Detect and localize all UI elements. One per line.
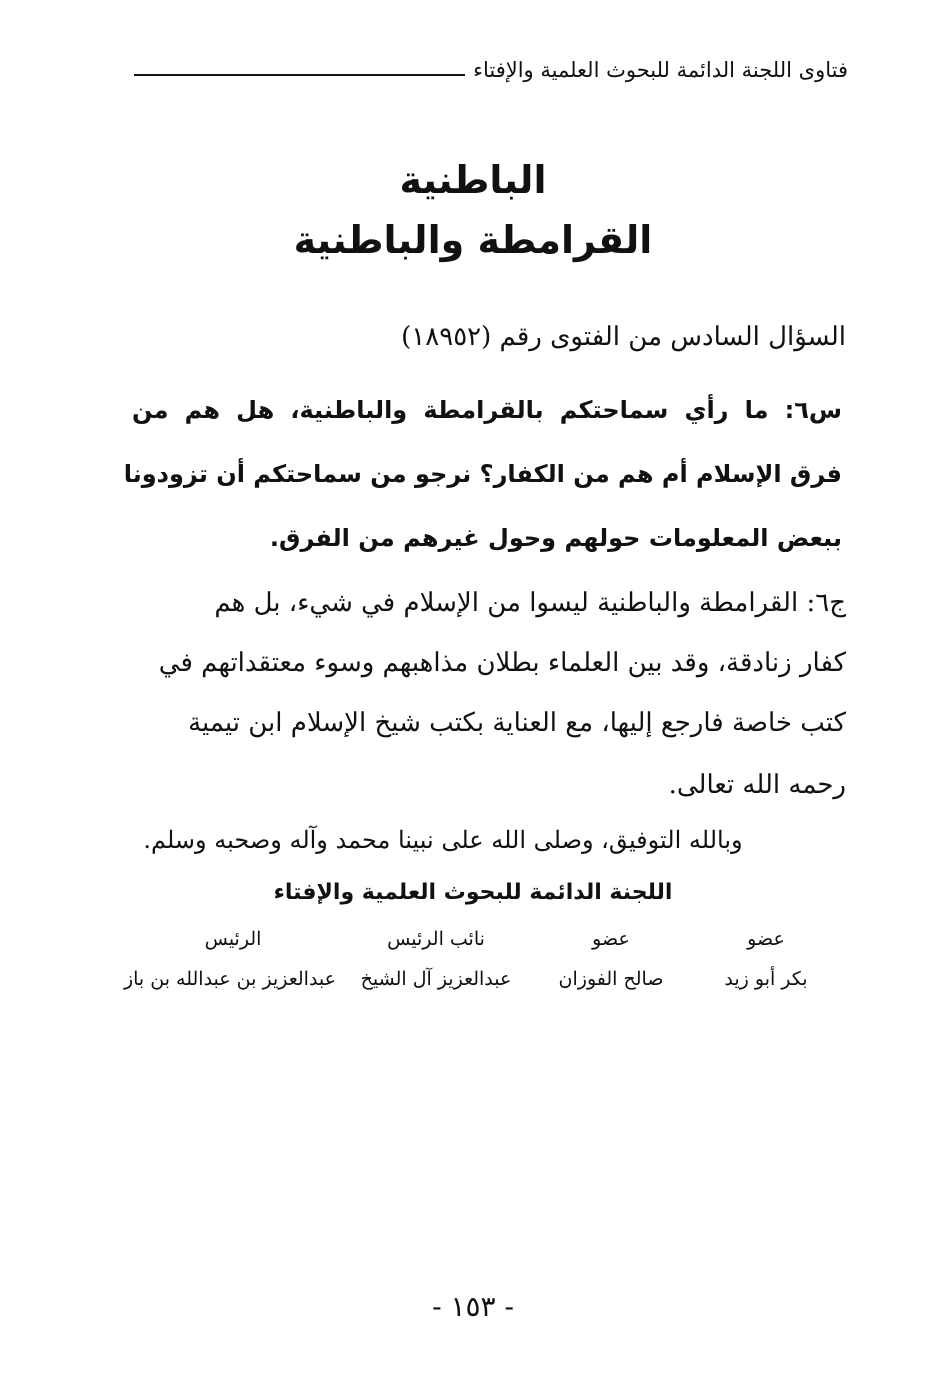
question-line: س٦: ما رأي سماحتكم بالقرامطة والباطنية، هل هم من bbox=[132, 396, 842, 424]
main-title: الباطنية bbox=[399, 158, 547, 202]
header-rule bbox=[134, 74, 465, 76]
committee-name: اللجنة الدائمة للبحوث العلمية والإفتاء bbox=[273, 880, 673, 905]
answer-line: كفار زنادقة، وقد بين العلماء بطلان مذاهبهم وسوء معتقداتهم في bbox=[158, 648, 846, 678]
answer-line: ج٦: القرامطة والباطنية ليسوا من الإسلام في شيء، بل هم bbox=[214, 588, 846, 618]
closing-text: وبالله التوفيق، وصلى الله على نبينا محمد وآله وصحبه وسلم. bbox=[143, 826, 743, 854]
signatory-role: نائب الرئيس bbox=[387, 928, 485, 950]
signatory-role: الرئيس bbox=[204, 928, 262, 950]
signatory-roles bbox=[130, 928, 846, 950]
fatwa-reference: السؤال السادس من الفتوى رقم (١٨٩٥٢) bbox=[401, 322, 846, 352]
signatory-names bbox=[123, 968, 846, 990]
signatory-name: بكر أبو زيد bbox=[724, 968, 808, 990]
question-line: ببعض المعلومات حولهم وحول غيرهم من الفرق. bbox=[269, 524, 842, 552]
signatory-role: عضو bbox=[592, 928, 630, 950]
signatory-name: عبدالعزيز بن عبدالله بن باز bbox=[123, 968, 336, 990]
running-header bbox=[134, 58, 848, 82]
answer-line: رحمه الله تعالى. bbox=[668, 770, 846, 800]
signatory-role: عضو bbox=[747, 928, 785, 950]
page-number: - ١٥٣ - bbox=[432, 1290, 514, 1323]
running-title: فتاوى اللجنة الدائمة للبحوث العلمية والإفتاء bbox=[473, 58, 848, 82]
signatory-name: عبدالعزيز آل الشيخ bbox=[360, 968, 512, 990]
question-line: فرق الإسلام أم هم من الكفار؟ نرجو من سماحتكم أن تزودونا bbox=[123, 460, 842, 488]
answer-line: كتب خاصة فارجع إليها، مع العناية بكتب شيخ الإسلام ابن تيمية bbox=[188, 708, 846, 738]
signatory-name: صالح الفوزان bbox=[558, 968, 664, 990]
sub-title: القرامطة والباطنية bbox=[293, 218, 653, 262]
